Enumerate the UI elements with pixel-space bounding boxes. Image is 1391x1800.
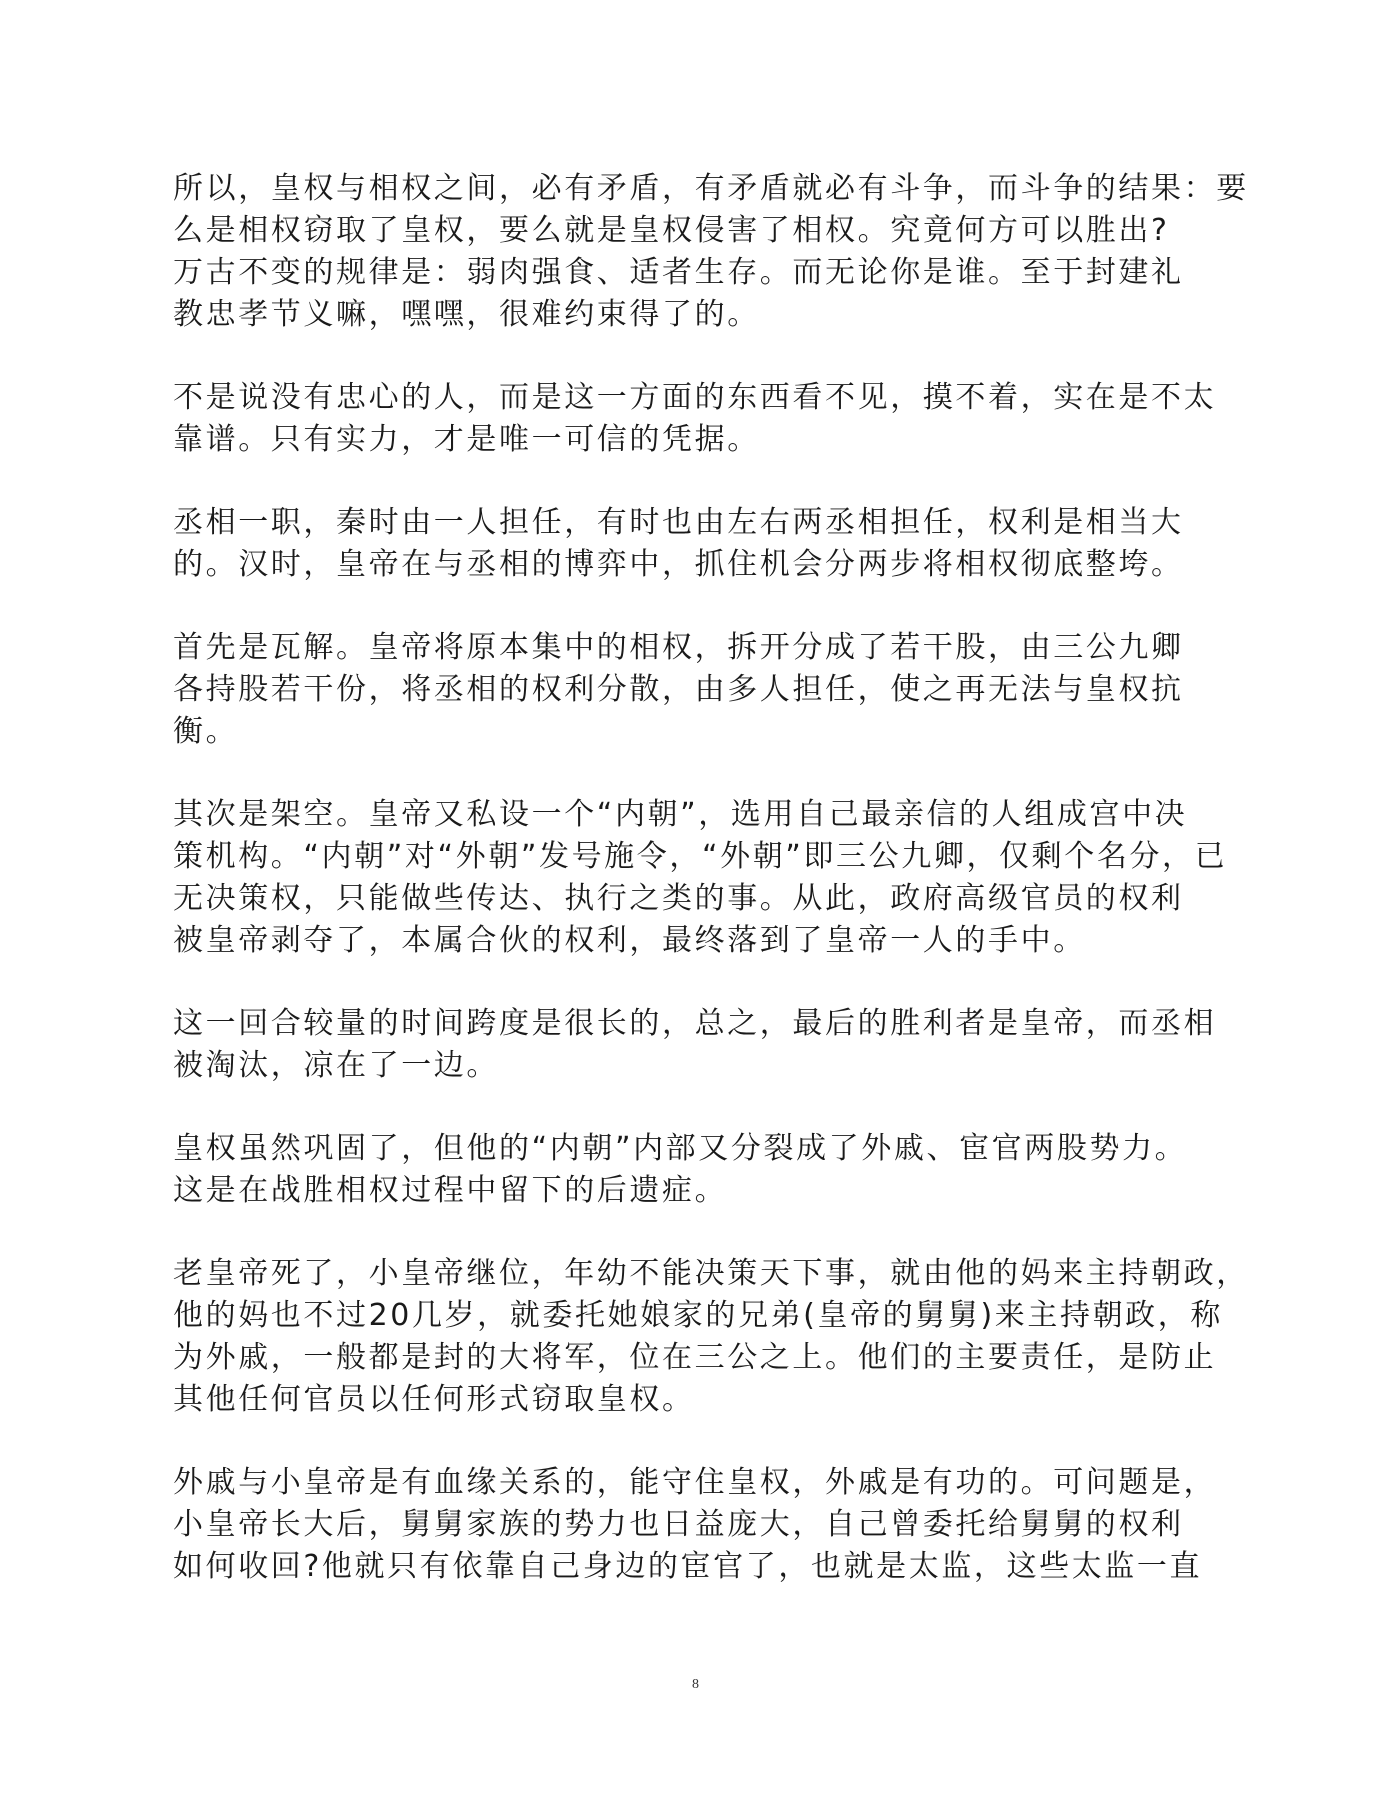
paragraph <box>173 502 1233 586</box>
text-line: 衡。 <box>173 714 239 749</box>
text-line: 丞相一职，秦时由一人担任，有时也由左右两丞相担任，权利是相当大 <box>173 505 1184 540</box>
text-line: 为外戚，一般都是封的大将军，位在三公之上。他们的主要责任，是防止 <box>173 1340 1217 1375</box>
text-line: 靠谱。只有实力，才是唯一可信的凭据。 <box>173 422 760 457</box>
paragraph <box>173 168 1249 336</box>
text-line: 这是在战胜相权过程中留下的后遗症。 <box>173 1173 728 1208</box>
text-line: 老皇帝死了，小皇帝继位，年幼不能决策天下事，就由他的妈来主持朝政， <box>173 1256 1249 1291</box>
paragraph <box>173 1128 1233 1212</box>
text-line: 所以，皇权与相权之间，必有矛盾，有矛盾就必有斗争，而斗争的结果：要 <box>173 171 1249 206</box>
text-line: 这一回合较量的时间跨度是很长的，总之，最后的胜利者是皇帝，而丞相 <box>173 1006 1217 1041</box>
text-line: 被淘汰，凉在了一边。 <box>173 1048 499 1083</box>
text-line: 如何收回?他就只有依靠自己身边的宦官了，也就是太监，这些太监一直 <box>173 1549 1203 1584</box>
text-line: 其他任何官员以任何形式窃取皇权。 <box>173 1382 695 1417</box>
text-line: 么是相权窃取了皇权，要么就是皇权侵害了相权。究竟何方可以胜出? <box>173 213 1170 248</box>
page-number: 8 <box>692 1677 699 1692</box>
text-line: 首先是瓦解。皇帝将原本集中的相权，拆开分成了若干股，由三公九卿 <box>173 630 1184 665</box>
text-line: 万古不变的规律是：弱肉强食、适者生存。而无论你是谁。至于封建礼 <box>173 255 1184 290</box>
text-line: 小皇帝长大后，舅舅家族的势力也日益庞大，自己曾委托给舅舅的权利 <box>173 1507 1184 1542</box>
text-line: 教忠孝节义嘛，嘿嘿，很难约束得了的。 <box>173 297 760 332</box>
paragraph <box>173 1462 1233 1588</box>
text-line: 各持股若干份，将丞相的权利分散，由多人担任，使之再无法与皇权抗 <box>173 672 1184 707</box>
text-line: 无决策权，只能做些传达、执行之类的事。从此，政府高级官员的权利 <box>173 881 1184 916</box>
text-line: 被皇帝剥夺了，本属合伙的权利，最终落到了皇帝一人的手中。 <box>173 923 1086 958</box>
paragraph <box>173 794 1233 962</box>
paragraph <box>173 1003 1233 1087</box>
text-line: 其次是架空。皇帝又私设一个“内朝”，选用自己最亲信的人组成宫中决 <box>173 797 1188 832</box>
text-line: 他的妈也不过20几岁，就委托她娘家的兄弟(皇帝的舅舅)来主持朝政，称 <box>173 1298 1223 1333</box>
body-text <box>173 168 1249 1629</box>
text-line: 皇权虽然巩固了，但他的“内朝”内部又分裂成了外戚、宦官两股势力。 <box>173 1131 1188 1166</box>
paragraph <box>173 377 1233 461</box>
text-line: 的。汉时，皇帝在与丞相的博弈中，抓住机会分两步将相权彻底整垮。 <box>173 547 1184 582</box>
paragraph <box>173 627 1233 753</box>
text-line: 策机构。“内朝”对“外朝”发号施令，“外朝”即三公九卿，仅剩个名分，已 <box>173 839 1228 874</box>
text-line: 外戚与小皇帝是有血缘关系的，能守住皇权，外戚是有功的。可问题是， <box>173 1465 1217 1500</box>
paragraph <box>173 1253 1249 1421</box>
text-line: 不是说没有忠心的人，而是这一方面的东西看不见，摸不着，实在是不太 <box>173 380 1217 415</box>
